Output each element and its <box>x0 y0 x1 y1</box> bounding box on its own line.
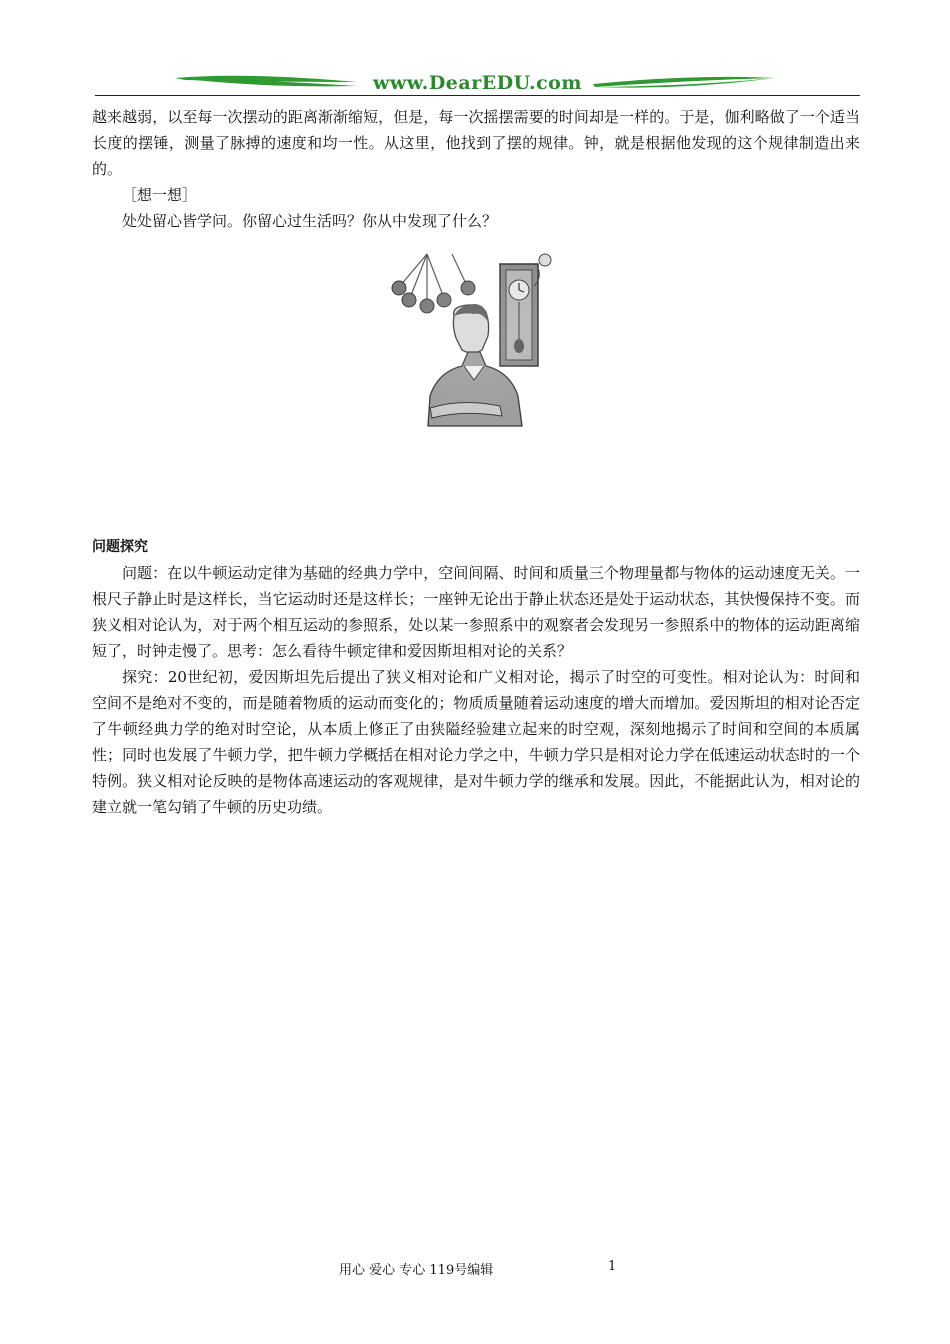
section-question: 问题：在以牛顿运动定律为基础的经典力学中，空间间隔、时间和质量三个物理量都与物体的运动速度无关。一根尺子静止时是这样长，当它运动时还是这样长；一座钟无论出于静止状态还是处于运动状态，其快慢保持不变。而狭义相对论认为，对于两个相互运动的参照系，处以某一参照系中的观察者会发现另一参照系中的物体的运动距离缩短了，时钟走慢了。思考：怎么看待牛顿定律和爱因斯坦相对论的关系？ <box>92 564 860 660</box>
footer-text: 用心 爱心 专心 119号编辑 <box>339 1263 494 1278</box>
section-answer: 探究：20世纪初，爱因斯坦先后提出了狭义相对论和广义相对论，揭示了时空的可变性。相对论认为：时间和空间不是绝对不变的，而是随着物质的运动而变化的；物质质量随着运动速度的增大而增加。爱因斯坦的相对论否定了牛顿经典力学的绝对时空论，从本质上修正了由狭隘经验建立起来的时空观，深刻地揭示了时间和空间的本质属性；同时也发展了牛顿力学，把牛顿力学概括在相对论力学之中，牛顿力学只是相对论力学在低速运动状态时的一个特例。狭义相对论反映的是物体高速运动的客观规律，是对牛顿力学的继承和发展。因此，不能据此认为，相对论的建立就一笔勾销了牛顿的历史功绩。 <box>92 668 860 816</box>
paragraph-continuation: 越来越弱，以至每一次摆动的距离渐渐缩短，但是，每一次摇摆需要的时间却是一样的。于是，伽利略做了一个适当长度的摆锤，测量了脉搏的速度和均一性。从这里，他找到了摆的规律。钟，就是根据他发现的这个规律制造出来的。 <box>92 108 860 178</box>
think-heading: ［想一想］ <box>122 186 198 204</box>
galileo-pendulum-illustration <box>382 246 568 432</box>
page-footer <box>0 1259 950 1279</box>
page-number: 1 <box>608 1259 617 1274</box>
site-name: www.DearEDU.com <box>373 72 582 94</box>
document-body <box>92 104 860 820</box>
header-rule <box>95 95 860 96</box>
section-title: 问题探究 <box>92 539 148 555</box>
figure-area <box>92 234 860 534</box>
site-header-banner <box>95 68 860 100</box>
think-question: 处处留心皆学问。你留心过生活吗？你从中发现了什么？ <box>122 212 498 230</box>
